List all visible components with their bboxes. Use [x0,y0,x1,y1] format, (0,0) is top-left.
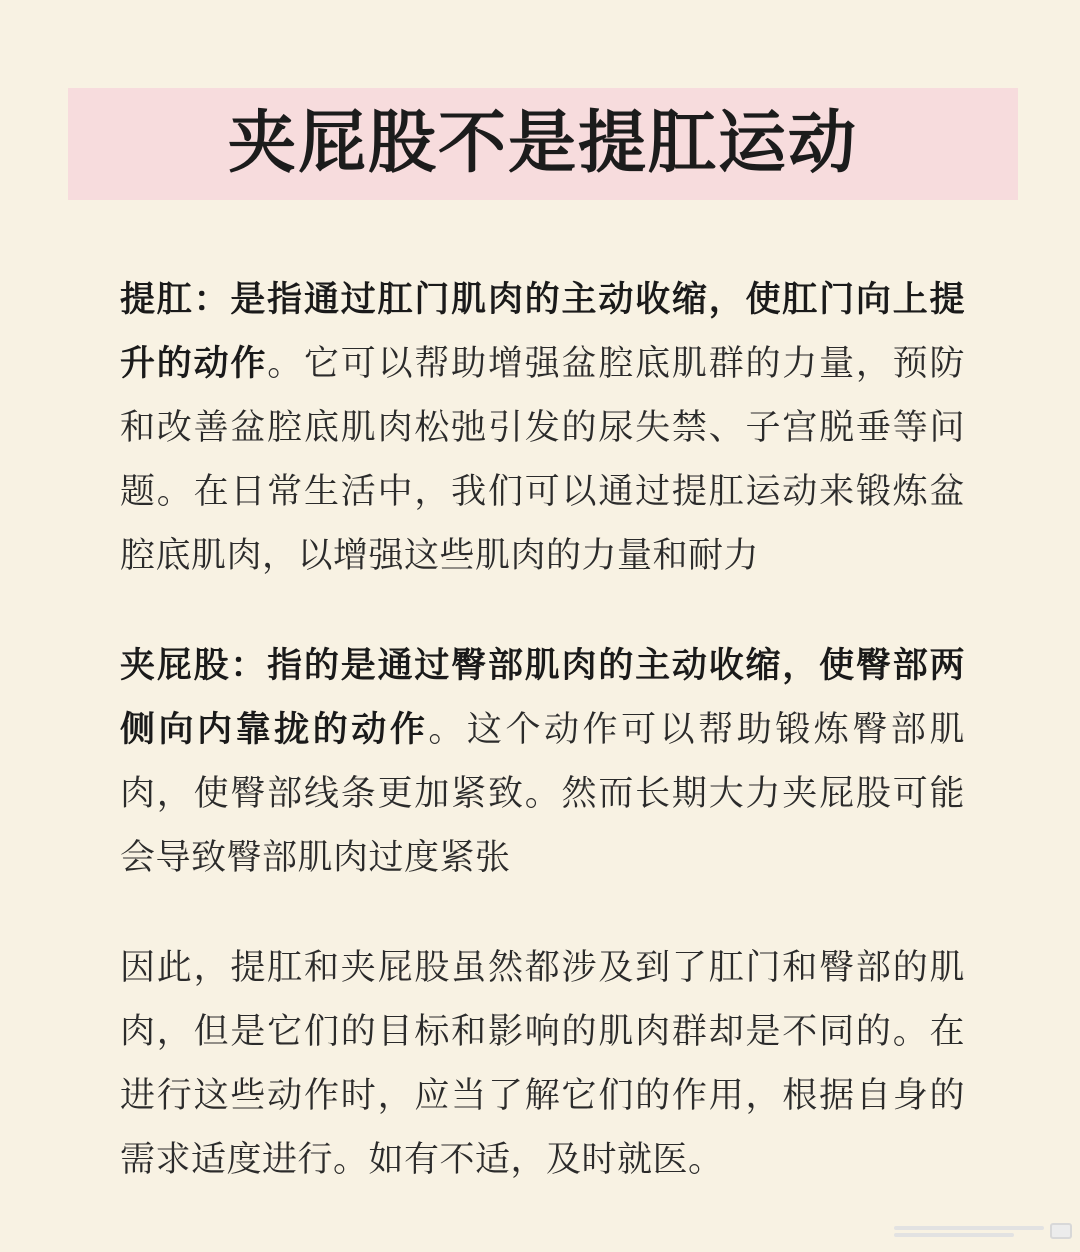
page-title: 夹屁股不是提肛运动 [227,104,858,183]
watermark-text-lines [894,1226,1044,1237]
section-body: 。它可以帮助增强盆腔底肌群的力量，预防和改善盆腔底肌肉松弛引发的尿失禁、子宫脱垂等问题。在日常生活中，我们可以通过提肛运动来锻炼盆腔底肌肉，以增强这些肌肉的力量和耐力 [120,344,965,576]
watermark-logo-icon [1050,1223,1072,1239]
section-jiapigu [120,634,965,890]
watermark [862,1220,1072,1242]
section-lead: 夹屁股：指的是通过臀部肌肉的主动收缩，使臀部两侧向内靠拢的动作 [120,646,965,750]
section-tigang [120,268,965,588]
title-banner [68,88,1018,200]
section-body: 。这个动作可以帮助锻炼臀部肌肉，使臀部线条更加紧致。然而长期大力夹屁股可能会导致臀部肌肉过度紧张 [120,710,965,878]
section-conclusion [120,936,965,1192]
section-body: 因此，提肛和夹屁股虽然都涉及到了肛门和臀部的肌肉，但是它们的目标和影响的肌肉群却是不同的。在进行这些动作时，应当了解它们的作用，根据自身的需求适度进行。如有不适，及时就医。 [120,948,965,1180]
section-lead: 提肛：是指通过肛门肌肉的主动收缩，使肛门向上提升的动作 [120,280,965,384]
